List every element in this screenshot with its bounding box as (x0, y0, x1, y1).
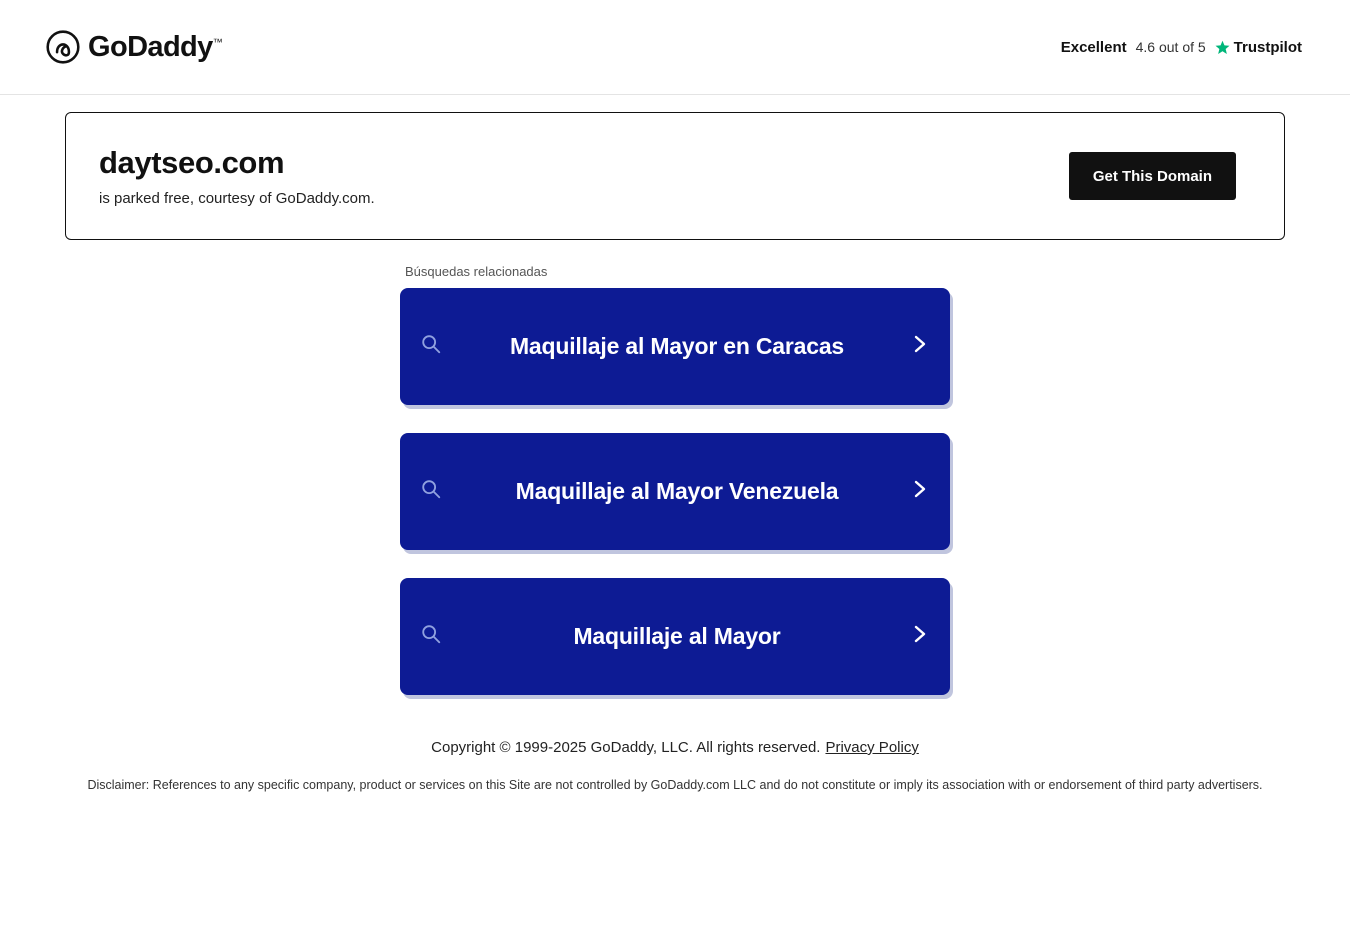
related-search-item-2[interactable] (400, 433, 950, 550)
search-icon (420, 478, 442, 505)
chevron-right-icon (912, 332, 928, 361)
related-searches-label: Búsquedas relacionadas (405, 264, 548, 279)
trustpilot-score: 4.6 out of 5 (1135, 39, 1206, 55)
godaddy-logo[interactable] (46, 30, 222, 64)
site-footer (0, 739, 1350, 795)
related-search-label: Maquillaje al Mayor en Caracas (509, 333, 845, 359)
godaddy-logo-icon (46, 30, 80, 64)
site-header (0, 0, 1350, 95)
related-search-item-3[interactable] (400, 578, 950, 695)
chevron-right-icon (912, 622, 928, 651)
related-searches-list (0, 288, 1350, 695)
trustpilot-star-icon (1215, 40, 1230, 55)
copyright-line (0, 739, 1350, 756)
related-search-item-1[interactable] (400, 288, 950, 405)
related-search-label: Maquillaje al Mayor Venezuela (515, 478, 839, 504)
search-icon (420, 333, 442, 360)
parked-domain-card (65, 112, 1285, 240)
chevron-right-icon (912, 477, 928, 506)
get-this-domain-button[interactable]: Get This Domain (1069, 152, 1236, 200)
disclaimer-text: Disclaimer: References to any specific company, product or services on this Site are not controlled by GoDaddy.com LLC and do not constitute or imply its association with or endorsement of third party advertisers. (87, 778, 1263, 792)
trustpilot-brand (1215, 39, 1302, 56)
trustpilot-rating-word: Excellent (1060, 38, 1127, 56)
copyright-text: Copyright © 1999-2025 GoDaddy, LLC. All rights reserved. (431, 739, 821, 756)
domain-subtitle: is parked free, courtesy of GoDaddy.com. (99, 189, 375, 207)
trustpilot-brand-label: Trustpilot (1233, 38, 1302, 56)
godaddy-logo-text: GoDaddy™ (88, 30, 223, 63)
search-icon (420, 623, 442, 650)
domain-name: daytseo.com (99, 145, 285, 181)
domain-info (99, 145, 375, 207)
trademark-symbol: ™ (212, 36, 223, 48)
trustpilot-rating[interactable] (1061, 39, 1302, 56)
related-search-label: Maquillaje al Mayor (573, 623, 781, 649)
privacy-policy-link[interactable]: Privacy Policy (825, 739, 919, 756)
